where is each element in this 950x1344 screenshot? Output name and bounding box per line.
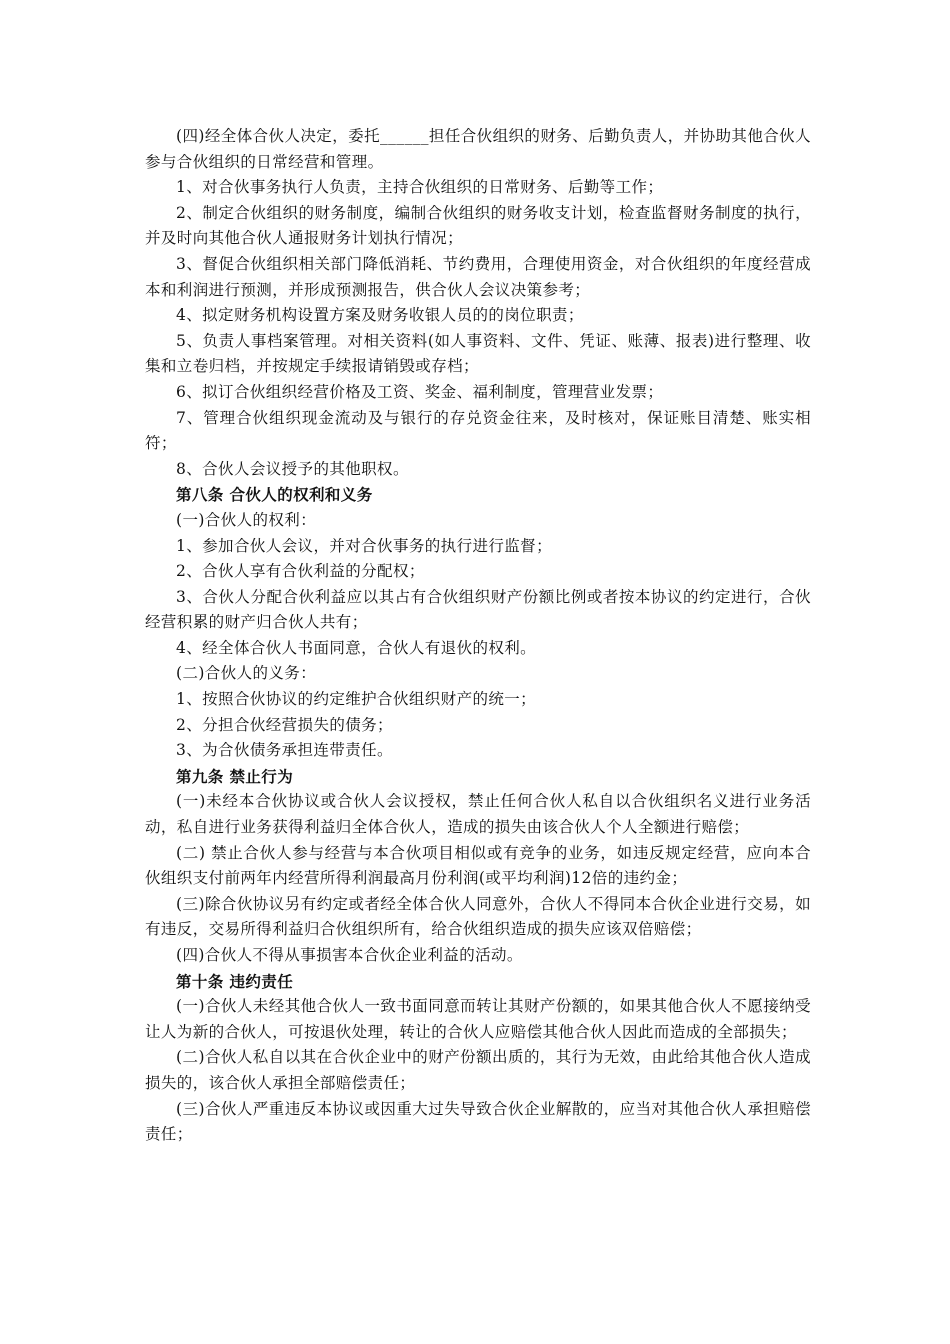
- paragraph: 4、拟定财务机构设置方案及财务收银人员的的岗位职责；: [176, 306, 584, 325]
- paragraph: 3、为合伙债务承担连带责任。: [176, 741, 393, 760]
- paragraph: (二) 禁止合伙人参与经营与本合伙项目相似或有竞争的业务，如违反规定经营，应向本合伙组织支付前两年内经营所得利润最高月份利润(或平均利润)12倍的违约金；: [145, 843, 811, 888]
- paragraph: 1、按照合伙协议的约定维护合伙组织财产的统一；: [176, 690, 537, 709]
- paragraph: (四)经全体合伙人决定，委托______担任合伙组织的财务、后勤负责人，并协助其他合伙人参与合伙组织的日常经营和管理。: [145, 127, 811, 171]
- section-heading: 第十条 违约责任: [176, 971, 294, 991]
- paragraph: 5、负责人事档案管理。对相关资料(如人事资料、文件、凭证、账薄、报表)进行整理、收集和立卷归档，并按规定手续报请销毁或存档；: [145, 331, 811, 376]
- paragraph: (二)合伙人私自以其在合伙企业中的财产份额出质的，其行为无效，由此给其他合伙人造成损失的，该合伙人承担全部赔偿责任；: [145, 1048, 811, 1092]
- section-heading: 第八条 合伙人的权利和义务: [176, 485, 373, 505]
- paragraph: 1、参加合伙人会议，并对合伙事务的执行进行监督；: [176, 536, 552, 555]
- paragraph: 2、制定合伙组织的财务制度，编制合伙组织的财务收支计划，检查监督财务制度的执行，并及时向其他合伙人通报财务计划执行情况；: [145, 203, 811, 248]
- paragraph: 7、管理合伙组织现金流动及与银行的存兑资金往来，及时核对，保证账目清楚、账实相符；: [145, 408, 811, 453]
- paragraph: 6、拟订合伙组织经营价格及工资、奖金、福利制度，管理营业发票；: [176, 382, 664, 401]
- paragraph: (四)合伙人不得从事损害本合伙企业利益的活动。: [176, 946, 523, 964]
- paragraph: 1、对合伙事务执行人负责，主持合伙组织的日常财务、后勤等工作；: [176, 178, 664, 197]
- paragraph: 2、合伙人享有合伙利益的分配权；: [176, 562, 425, 581]
- paragraph: (一)合伙人未经其他合伙人一致书面同意而转让其财产份额的，如果其他合伙人不愿接纳受让人为新的合伙人，可按退伙处理，转让的合伙人应赔偿其他合伙人因此而造成的全部损失；: [145, 997, 811, 1041]
- paragraph: (二)合伙人的义务：: [176, 664, 317, 683]
- paragraph: (一)未经本合伙协议或合伙人会议授权，禁止任何合伙人私自以合伙组织名义进行业务活动，私自进行业务获得利益归全体合伙人，造成的损失由该合伙人个人全额进行赔偿；: [145, 792, 811, 837]
- document-body: [145, 124, 811, 1148]
- section-heading: 第九条 禁止行为: [176, 766, 294, 786]
- paragraph: 2、分担合伙经营损失的债务；: [176, 715, 393, 734]
- paragraph: 3、督促合伙组织相关部门降低消耗、节约费用，合理使用资金，对合伙组织的年度经营成本和利润进行预测，并形成预测报告，供合伙人会议决策参考；: [145, 254, 811, 299]
- paragraph: 4、经全体合伙人书面同意，合伙人有退伙的权利。: [176, 638, 537, 657]
- paragraph: (三)除合伙协议另有约定或者经全体合伙人同意外，合伙人不得同本合伙企业进行交易，如有违反，交易所得利益归合伙组织所有，给合伙组织造成的损失应该双倍赔偿；: [145, 894, 811, 939]
- paragraph: (一)合伙人的权利：: [176, 510, 317, 529]
- paragraph: 8、合伙人会议授予的其他职权。: [176, 459, 409, 478]
- paragraph: (三)合伙人严重违反本协议或因重大过失导致合伙企业解散的，应当对其他合伙人承担赔偿责任；: [145, 1099, 811, 1144]
- paragraph: 3、合伙人分配合伙利益应以其占有合伙组织财产份额比例或者按本协议的约定进行，合伙经营积累的财产归合伙人共有；: [145, 587, 811, 632]
